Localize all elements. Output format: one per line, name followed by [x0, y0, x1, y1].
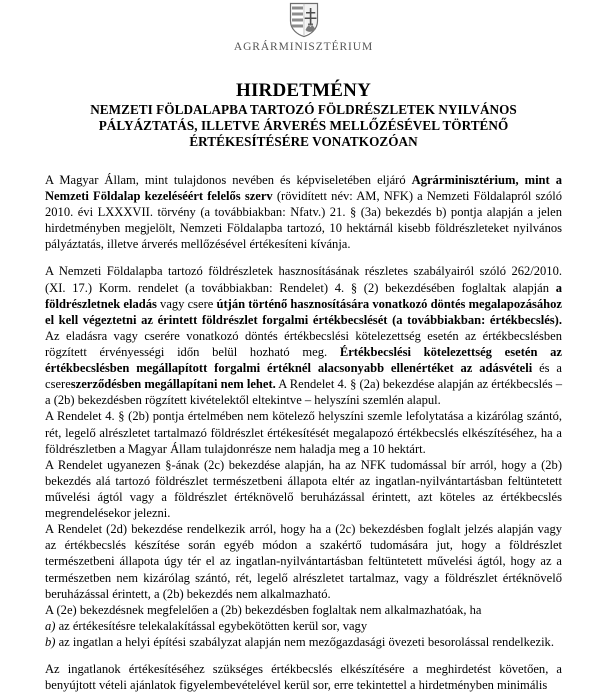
paragraph-7: Az ingatlanok értékesítéséhez szükséges értékbecslés elkészítésére a meghirdetést követően, a benyújtott vételi ajánlatok figyelembevételével kerül sor, erre tekintettel a hirdetményben minimális: [45, 662, 562, 693]
p2-run-8-bold: szerződésben megállapítani nem lehet.: [70, 377, 276, 392]
paragraph-3: A Rendelet 4. § (2b) pontja értelmében nem kötelező helyszíni szemle lefolytatása a kizárólag szántó, rét, legelő alrészletet tartalmazó földrészlet értékesítését megalapozó értékbecslés elkészítéséhez, ha a földrészletben a Magyar Állam tulajdonrésze nem haladja meg a 10 hektárt.: [45, 409, 562, 456]
page-subtitle: NEMZETI FÖLDALAPBA TARTOZÓ FÖLDRÉSZLETEK NYILVÁNOS PÁLYÁZTATÁS, ILLETVE ÁRVERÉS MELLŐZÉSÉVEL TÖRTÉNŐ ÉRTÉKESÍTÉSÉRE VONATKOZÓAN: [90, 102, 517, 150]
p2-run-6-bold: Értékbecslési kötelezettség esetén az értékbecslésben megállapított forgalmi értéknél alacsonyabb ellenértéket az adásvételi: [45, 344, 563, 376]
p1-run-3: (rövidített név: AM, NFK) a Nemzeti Földalapról szóló 2010. évi LXXXVII. törvény (a továbbiakban: Nfatv.) 21. § (3a) bekezdés b) pontja alapján a jelen hirdetményben megjelölt, Nemzeti Földalapba tartozó, 10 hektárnál kisebb földrészleteket nyilvános pályáztatás, illetve árverés mellőzésével értékesíteni kívánja.: [45, 188, 562, 252]
paragraph-1: [45, 172, 562, 253]
p2-run-2-bold: a földrészletnek eladás: [45, 280, 562, 311]
document-body: [45, 172, 562, 693]
p2-run-3: vagy csere: [156, 296, 217, 311]
p1-run-2-bold: Agrárminisztérium, mint a Nemzeti Földalap kezeléséért felelős szerv: [45, 172, 562, 203]
list-item-a: [45, 618, 562, 634]
letterhead: [45, 0, 562, 54]
title-block: [45, 80, 562, 150]
p1-run-1: A Magyar Állam, mint tulajdonos nevében és képviseletében eljáró: [45, 172, 412, 187]
hungarian-coat-of-arms-icon: [289, 2, 319, 38]
p2-run-7: és a csere: [45, 361, 562, 392]
page-title: HIRDETMÉNY: [235, 79, 371, 101]
paragraph-2: [45, 263, 562, 408]
ministry-name: AGRÁRMINISZTÉRIUM: [233, 41, 374, 53]
paragraph-4: A Rendelet ugyanezen §-ának (2c) bekezdése alapján, ha az NFK tudomással bír arról, hogy a (2b) bekezdés alá tartozó földrészlet természetbeni állapota eltér az ingatlan-nyilvántartásban feltüntetett művelési ágtól vagy a földrészlet értéknövelő beruházással érintett, azt köteles az értékbecslés megrendelésekor jelezni.: [45, 457, 562, 521]
p2-run-4-bold: útján történő hasznosítására vonatkozó döntés megalapozásához el kell végeztetni az érintett földrészlet forgalmi értékbecslését (a továbbiakban: értékbecslés).: [45, 296, 562, 327]
list-item-b: [45, 634, 562, 650]
list-marker-a: a): [45, 618, 56, 633]
list-text-a: az értékesítésre telekalakítással egybekötötten kerül sor, vagy: [55, 618, 368, 633]
paragraph-5: A Rendelet (2d) bekezdése rendelkezik arról, hogy ha a (2c) bekezdésben foglalt jelzés alapján vagy az értékbecslés készítése során egyéb módon a szakértő tudomására jut, hogy a földrészlet természetbeni állapota úgy tér el az ingatlan-nyilvántartásban feltüntetett művelési ágtól, hogy az a természetben nem kizárólag szántó, rét, legelő alrészletet tartalmaz, vagy a földrészlet értéknövelő beruházással érintett, a (2b) bekezdés nem alkalmazható.: [45, 522, 562, 601]
p2-run-9: A Rendelet 4. § (2a) bekezdése alapján az értékbecslés – a (2b) bekezdésben rögzített kivételektől eltekintve – helyszíni szemlén alapul.: [45, 377, 563, 408]
paragraph-6: A (2e) bekezdésnek megfelelően a (2b) bekezdésben foglaltak nem alkalmazhatóak, ha: [45, 602, 482, 617]
list-marker-b: b): [45, 634, 56, 649]
p2-run-1: A Nemzeti Földalapba tartozó földrészletek hasznosításának részletes szabályairól szóló 262/2010. (XI. 17.) Korm. rendelet (a továbbiakban: Rendelet) 4. § (2) bekezdésében foglaltak alapján: [45, 264, 562, 295]
p2-run-5: Az eladásra vagy cserére vonatkozó döntés értékbecslési kötelezettség esetén az értékbecslésben rögzített érvényességi időn belül hozható meg.: [45, 328, 562, 359]
list-text-b: az ingatlan a helyi építési szabályzat alapján nem mezőgazdasági övezeti besorolással rendelkezik.: [55, 634, 554, 649]
